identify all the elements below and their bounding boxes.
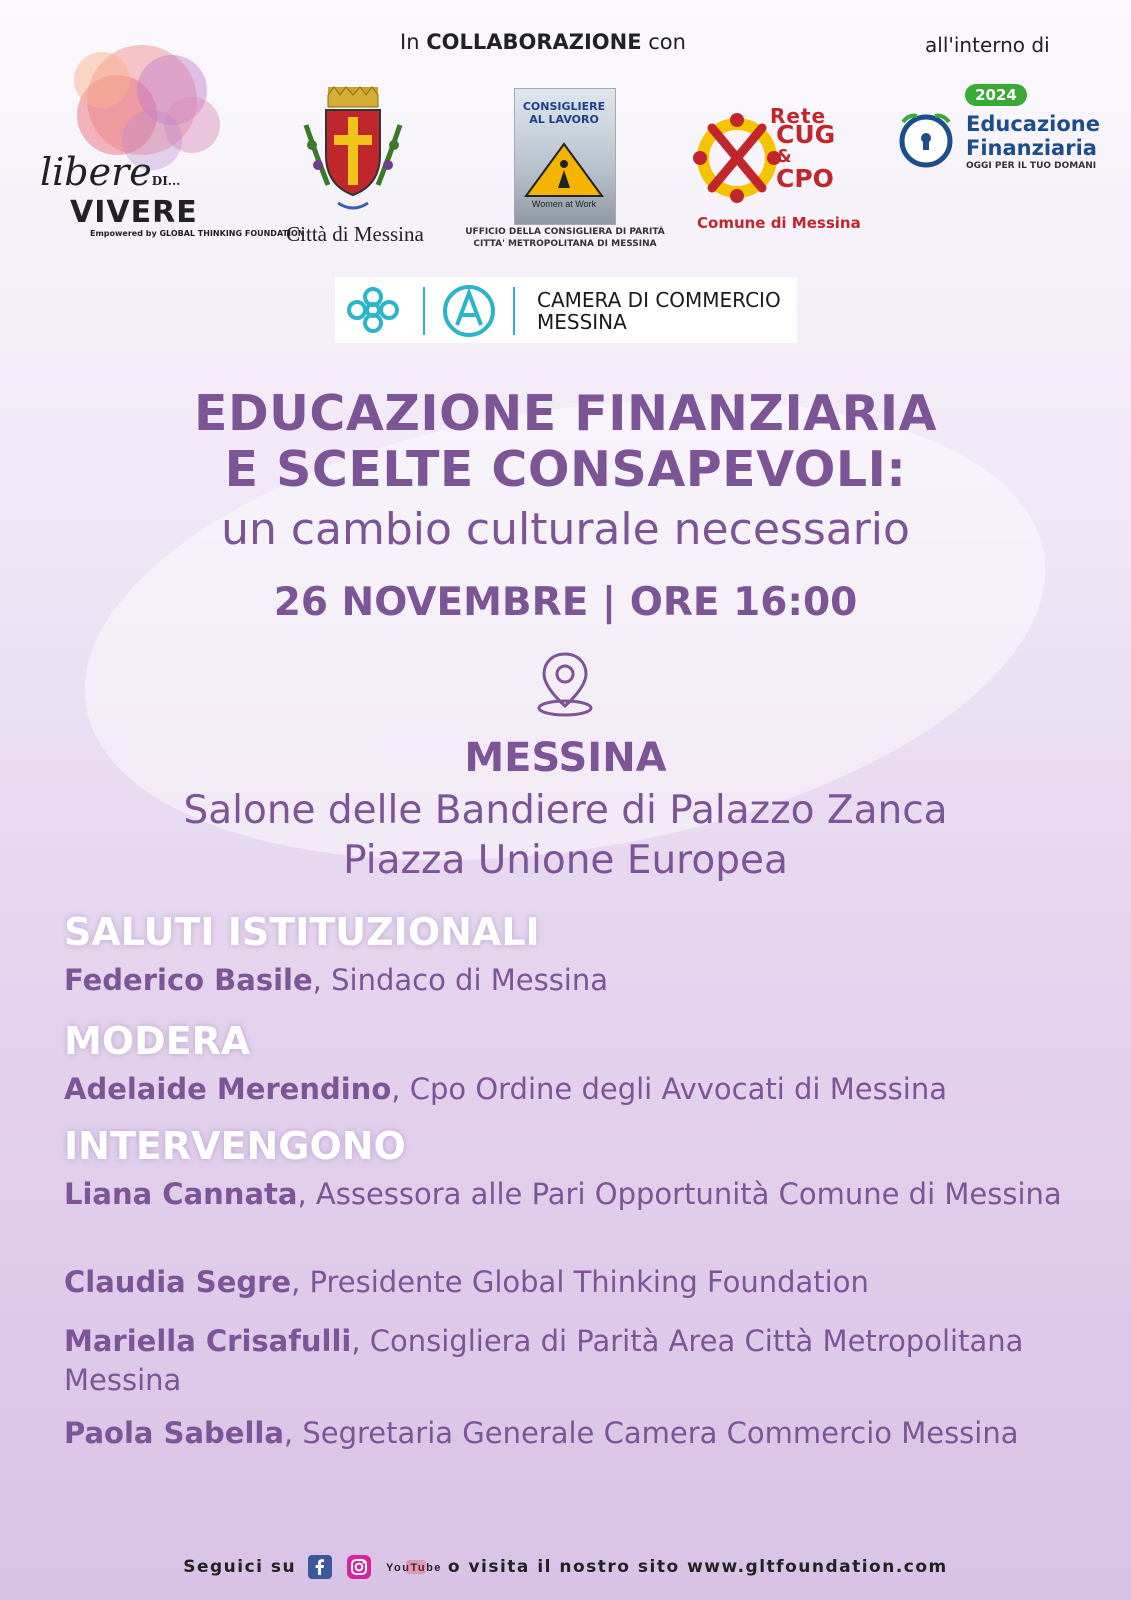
speaker-role: , Consigliera di Parità Area Città Metropolitana Messina bbox=[64, 1324, 1024, 1397]
cug-line3: CPO bbox=[776, 164, 834, 193]
camera-commercio-label bbox=[537, 289, 781, 333]
follow-label: Seguici su bbox=[183, 1557, 297, 1577]
speaker-name: Liana Cannata bbox=[64, 1177, 298, 1211]
libere-vivere-text: VIVERE bbox=[70, 195, 198, 230]
cug-line1: CUG bbox=[776, 120, 836, 149]
saluti-heading: SALUTI ISTITUZIONALI bbox=[64, 910, 540, 954]
event-venue: Salone delle Bandiere di Palazzo Zanca bbox=[183, 788, 948, 833]
camera-line1: CAMERA DI COMMERCIO bbox=[537, 288, 781, 312]
footer bbox=[0, 1555, 1131, 1579]
speaker-entry bbox=[64, 1263, 1074, 1302]
event-date: 26 NOVEMBRE | ORE 16:00 bbox=[273, 580, 858, 625]
collab-prefix: In bbox=[400, 30, 420, 54]
messina-crest-logo bbox=[298, 85, 408, 220]
libere-di: DI... bbox=[151, 174, 181, 188]
speaker-name: Paola Sabella bbox=[64, 1416, 284, 1450]
collab-suffix: con bbox=[648, 30, 686, 54]
speaker-name: Claudia Segre bbox=[64, 1265, 292, 1299]
consigliere-caption-line2: CITTA' METROPOLITANA DI MESSINA bbox=[473, 239, 657, 249]
speaker-role: , Presidente Global Thinking Foundation bbox=[291, 1265, 869, 1299]
event-title-line1: EDUCAZIONE FINANZIARIA bbox=[194, 385, 937, 442]
cug-comune-label: Comune di Messina bbox=[697, 214, 861, 232]
facebook-icon[interactable] bbox=[308, 1555, 332, 1579]
within-heading: all'interno di bbox=[925, 33, 1050, 57]
youtube-icon[interactable] bbox=[386, 1557, 443, 1577]
libere-script-text: libereDI... bbox=[40, 150, 181, 194]
edu-subtitle: OGGI PER IL TUO DOMANI bbox=[966, 161, 1097, 171]
speaker-name: Mariella Crisafulli bbox=[64, 1324, 352, 1358]
citta-di-messina-label: Città di Messina bbox=[286, 222, 424, 246]
cug-line2: & bbox=[776, 146, 792, 167]
speaker-entry bbox=[64, 1322, 1074, 1400]
edu-year-badge: 2024 bbox=[965, 84, 1027, 106]
speaker-role: , Segretaria Generale Camera Commercio Messina bbox=[283, 1416, 1019, 1450]
location-pin-icon bbox=[536, 648, 594, 718]
cug-cpo-label bbox=[776, 120, 836, 193]
speaker-entry bbox=[64, 1414, 1074, 1453]
consigliere-caption bbox=[455, 226, 675, 250]
women-at-work-label: Women at Work bbox=[531, 199, 597, 209]
website-link[interactable]: o visita il nostro sito www.gltfoundation.com bbox=[447, 1557, 948, 1577]
instagram-icon[interactable] bbox=[347, 1555, 371, 1579]
intervengono-heading: INTERVENGONO bbox=[64, 1124, 406, 1168]
edu-title bbox=[966, 112, 1100, 160]
speaker-name: Adelaide Merendino bbox=[64, 1072, 392, 1106]
speaker-name: Federico Basile bbox=[64, 963, 313, 997]
camera-line2: MESSINA bbox=[537, 310, 627, 334]
consigliere-title: CONSIGLIERE AL LAVORO bbox=[522, 100, 606, 126]
speaker-role: , Sindaco di Messina bbox=[312, 963, 609, 997]
collaboration-heading bbox=[400, 30, 686, 54]
camera-commercio-emblem-icon bbox=[339, 281, 539, 339]
moderator-entry bbox=[64, 1070, 1074, 1109]
cug-rete-label: Rete bbox=[770, 104, 827, 128]
consigliere-caption-line1: UFFICIO DELLA CONSIGLIERA DI PARITÀ bbox=[465, 227, 665, 237]
edu-line1: Educazione bbox=[966, 112, 1100, 136]
speaker-entry bbox=[64, 961, 1074, 1000]
cug-cpo-people-icon bbox=[692, 108, 782, 208]
youtube-label: YouTube bbox=[386, 1562, 443, 1574]
speaker-role: , Assessora alle Pari Opportunità Comune di Messina bbox=[297, 1177, 1062, 1211]
alarm-clock-icon bbox=[895, 108, 957, 170]
women-at-work-sign-icon bbox=[522, 140, 606, 210]
event-city: MESSINA bbox=[464, 735, 667, 781]
modera-heading: MODERA bbox=[64, 1019, 251, 1063]
speaker-role: , Cpo Ordine degli Avvocati di Messina bbox=[391, 1072, 947, 1106]
event-title-line2: E SCELTE CONSAPEVOLI: bbox=[224, 441, 907, 498]
event-subtitle: un cambio culturale necessario bbox=[221, 504, 910, 555]
libere-empowered-text: Empowered by GLOBAL THINKING FOUNDATION bbox=[90, 229, 305, 238]
speaker-entry bbox=[64, 1175, 1074, 1214]
event-address: Piazza Unione Europea bbox=[343, 838, 788, 883]
edu-line2: Finanziaria bbox=[966, 136, 1097, 160]
collab-bold: COLLABORAZIONE bbox=[426, 30, 642, 54]
